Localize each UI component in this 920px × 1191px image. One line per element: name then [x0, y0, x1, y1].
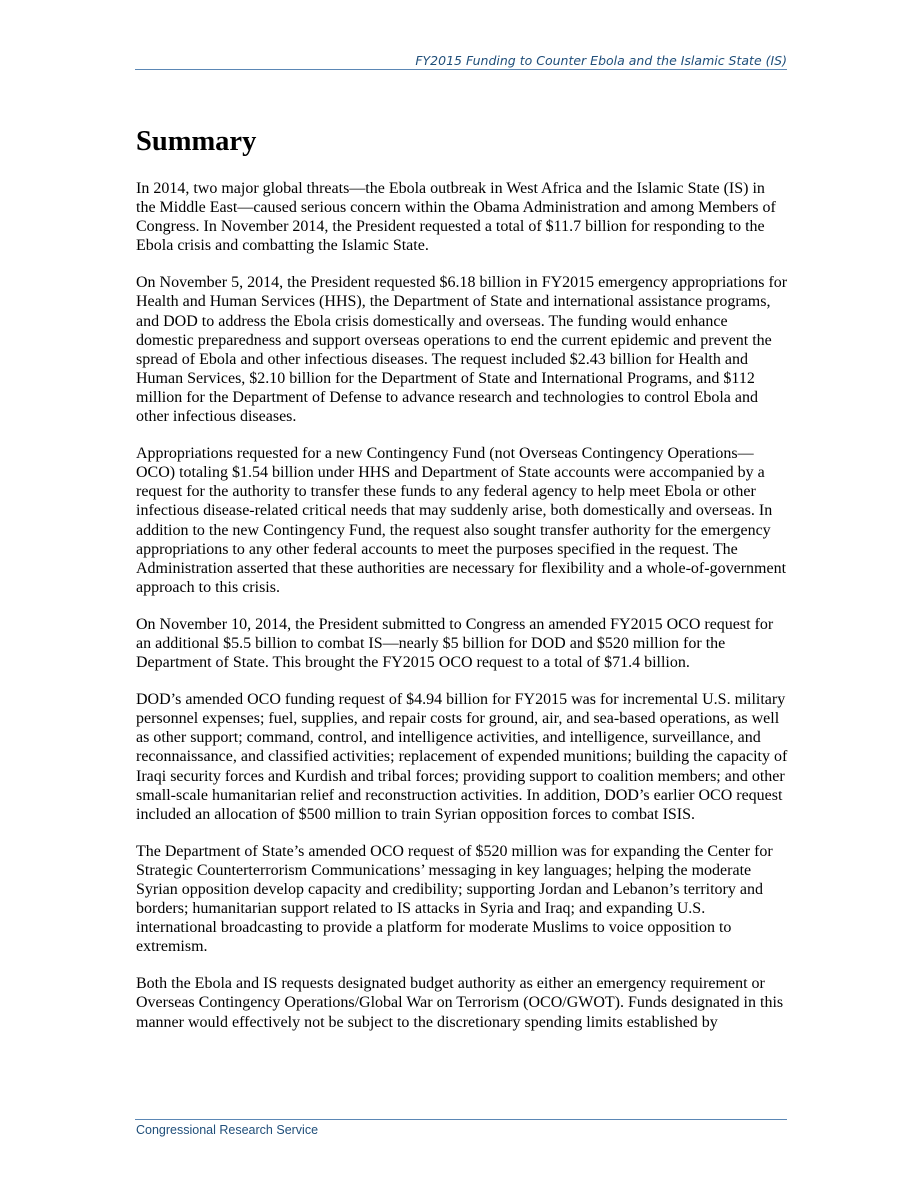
paragraph-budget-designation: Both the Ebola and IS requests designated budget authority as either an emergency requirement or Overseas Contingency Operations/Global War on Terrorism (OCO/GWOT). Funds designated in this manner would effectively not be subject to the discretionary spending limits established by [136, 975, 784, 1031]
header-divider [135, 69, 787, 70]
summary-body [136, 179, 788, 1050]
running-footer: Congressional Research Service [136, 1123, 319, 1137]
running-header: FY2015 Funding to Counter Ebola and the Islamic State (IS) [415, 53, 787, 68]
footer-divider [135, 1119, 787, 1120]
paragraph-ebola-request: On November 5, 2014, the President requested $6.18 billion in FY2015 emergency appropriations for Health and Human Services (HHS), the Department of State and international assistance programs, and DOD to address the Ebola crisis domestically and overseas. The funding would enhance domestic preparedness and support overseas operations to end the current epidemic and prevent the spread of Ebola and other infectious diseases. The request included $2.43 billion for Health and Human Services, $2.10 billion for the Department of State and International Programs, and $112 million for the Department of Defense to advance research and technologies to control Ebola and other infectious diseases. [136, 274, 788, 426]
paragraph-overview: In 2014, two major global threats—the Ebola outbreak in West Africa and the Islamic State (IS) in the Middle East—caused serious concern within the Obama Administration and among Members of Congress. In November 2014, the President requested a total of $11.7 billion for responding to the Ebola crisis and combatting the Islamic State. [136, 180, 776, 255]
paragraph-dod-request: DOD’s amended OCO funding request of $4.94 billion for FY2015 was for incremental U.S. military personnel expenses; fuel, supplies, and repair costs for ground, air, and sea-based operations, as well as other support; command, control, and intelligence activities, and intelligence, surveillance, and reconnaissance, and classified activities; replacement of expended munitions; building the capacity of Iraqi security forces and Kurdish and tribal forces; providing support to coalition members; and other small-scale humanitarian relief and reconstruction activities. In addition, DOD’s earlier OCO request included an allocation of $500 million to train Syrian opposition forces to combat ISIS. [136, 691, 788, 823]
section-title: Summary [136, 126, 257, 157]
paragraph-state-request: The Department of State’s amended OCO request of $520 million was for expanding the Center for Strategic Counterterrorism Communications’ messaging in key languages; helping the moderate Syrian opposition develop capacity and credibility; supporting Jordan and Lebanon’s territory and borders; humanitarian support related to IS attacks in Syria and Iraq; and expanding U.S. international broadcasting to provide a platform for moderate Muslims to voice opposition to extremism. [136, 842, 773, 956]
paragraph-oco-request: On November 10, 2014, the President submitted to Congress an amended FY2015 OCO request for an additional $5.5 billion to combat IS—nearly $5 billion for DOD and $520 million for the Department of State. This brought the FY2015 OCO request to a total of $71.4 billion. [136, 615, 774, 672]
paragraph-contingency-fund: Appropriations requested for a new Contingency Fund (not Overseas Contingency Operations—OCO) totaling $1.54 billion under HHS and Department of State accounts were accompanied by a request for the authority to transfer these funds to any federal agency to help meet Ebola or other infectious disease-related critical needs that may suddenly arise, both domestically and overseas. In addition to the new Contingency Fund, the request also sought transfer authority for the emergency appropriations to any other federal accounts to meet the purposes specified in the request. The Administration asserted that these authorities are necessary for flexibility and a whole-of-government approach to this crisis. [136, 445, 787, 596]
